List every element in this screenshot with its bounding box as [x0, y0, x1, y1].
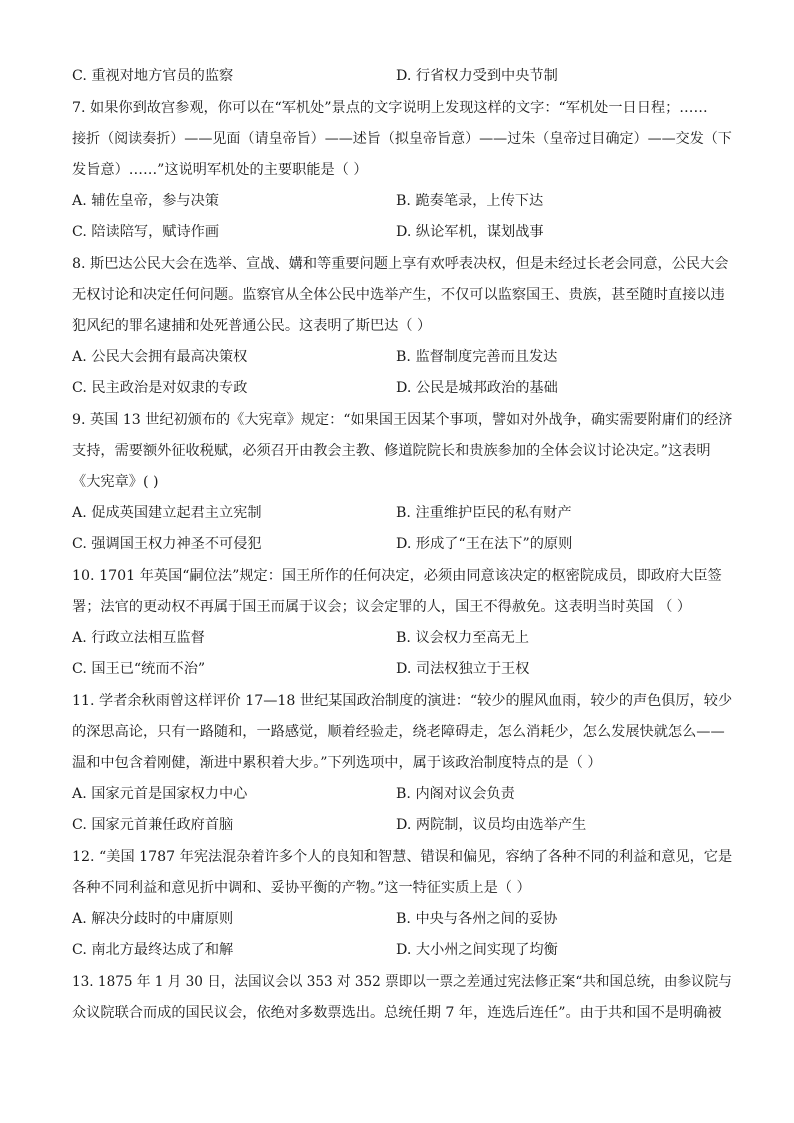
q8-option-d: D. 公民是城邦政治的基础	[396, 380, 558, 396]
q11-option-c: C. 国家元首兼任政府首脑	[72, 817, 234, 833]
q8-stem-line-1: 8. 斯巴达公民大会在选举、宣战、媾和等重要问题上享有欢呼表决权，但是未经过长老会同意，公民大会	[72, 256, 729, 272]
q10-option-c: C. 国王已“统而不治”	[72, 661, 206, 677]
q6-option-d: D. 行省权力受到中央节制	[396, 68, 558, 84]
q12-option-a: A. 解决分歧时的中庸原则	[72, 911, 234, 927]
q8-option-a: A. 公民大会拥有最高决策权	[72, 349, 248, 365]
q11-stem-line-2: 的深思高论，只有一路随和，一路感觉，顺着经验走，绕老障碍走，怎么消耗少，怎么发展快就怎么——	[72, 724, 725, 740]
q8-stem-line-2: 无权讨论和决定任何问题。监察官从全体公民中选举产生，不仅可以监察国王、贵族，甚至随时直接以违	[72, 287, 725, 303]
q9-stem-line-1: 9. 英国 13 世纪初颁布的《大宪章》规定：“如果国王因某个事项，譬如对外战争，确实需要附庸们的经济	[72, 412, 733, 428]
q7-option-c: C. 陪读陪写，赋诗作画	[72, 224, 220, 240]
q7-stem-line-1: 7. 如果你到故宫参观，你可以在“军机处”景点的文字说明上发现这样的文字：“军机处一日日程；……	[72, 100, 708, 116]
q12-stem-line-1: 12. “美国 1787 年宪法混杂着许多个人的良知和智慧、错误和偏见，容纳了各种不同的利益和意见，它是	[72, 849, 733, 865]
q10-stem-line-1: 10. 1701 年英国“嗣位法”规定：国王所作的任何决定，必须由同意该决定的枢密院成员，即政府大臣签	[72, 568, 722, 584]
q9-option-a: A. 促成英国建立起君主立宪制	[72, 505, 262, 521]
q7-stem-line-2: 接折（阅读奏折）——见面（请皇帝旨）——述旨（拟皇帝旨意）——过朱（皇帝过目确定）——交发（下	[72, 131, 732, 147]
q11-option-d: D. 两院制，议员均由选举产生	[396, 817, 587, 833]
q12-option-c: C. 南北方最终达成了和解	[72, 942, 234, 958]
q10-option-a: A. 行政立法相互监督	[72, 630, 205, 646]
q13-stem-line-2: 众议院联合而成的国民议会，依绝对多数票选出。总统任期 7 年，连选后连任”。由于共和国不是明确被	[72, 1005, 722, 1021]
q9-stem-line-2: 支持，需要额外征收税赋，必须召开由教会主教、修道院院长和贵族参加的全体会议讨论决定。”这表明	[72, 443, 711, 459]
q11-option-a: A. 国家元首是国家权力中心	[72, 786, 248, 802]
q12-option-b: B. 中央与各州之间的妥协	[396, 911, 558, 927]
q11-stem-line-3: 温和中包含着刚健，渐进中累积着大步。”下列选项中，属于该政治制度特点的是（ ）	[72, 755, 602, 771]
q9-stem-line-3: 《大宪章》( )	[72, 474, 159, 490]
q11-stem-line-1: 11. 学者余秋雨曾这样评价 17—18 世纪某国政治制度的演进：“较少的腥风血雨，较少的声色俱厉，较少	[72, 693, 733, 709]
q12-stem-line-2: 各种不同利益和意见折中调和、妥协平衡的产物。”这一特征实质上是（ ）	[72, 880, 531, 896]
q8-stem-line-3: 犯风纪的罪名逮捕和处死普通公民。这表明了斯巴达（ ）	[72, 318, 432, 334]
q11-option-b: B. 内阁对议会负责	[396, 786, 515, 802]
q10-option-b: B. 议会权力至高无上	[396, 630, 529, 646]
q10-stem-line-2: 署；法官的更动权不再属于国王而属于议会；议会定罪的人，国王不得赦免。这表明当时英国 （ ）	[72, 599, 692, 615]
q9-option-d: D. 形成了“王在法下”的原则	[396, 536, 573, 552]
q7-option-b: B. 跪奏笔录，上传下达	[396, 193, 544, 209]
q7-option-a: A. 辅佐皇帝，参与决策	[72, 193, 219, 209]
q9-option-b: B. 注重维护臣民的私有财产	[396, 505, 572, 521]
q7-stem-line-3: 发旨意）……”这说明军机处的主要职能是（ ）	[72, 162, 368, 178]
q8-option-c: C. 民主政治是对奴隶的专政	[72, 380, 248, 396]
q9-option-c: C. 强调国王权力神圣不可侵犯	[72, 536, 262, 552]
q13-stem-line-1: 13. 1875 年 1 月 30 日，法国议会以 353 对 352 票即以一票之差通过宪法修正案“共和国总统，由参议院与	[72, 974, 732, 990]
q7-option-d: D. 纵论军机，谋划战事	[396, 224, 544, 240]
q12-option-d: D. 大小州之间实现了均衡	[396, 942, 558, 958]
q6-option-c: C. 重视对地方官员的监察	[72, 68, 234, 84]
q8-option-b: B. 监督制度完善而且发达	[396, 349, 558, 365]
q10-option-d: D. 司法权独立于王权	[396, 661, 530, 677]
